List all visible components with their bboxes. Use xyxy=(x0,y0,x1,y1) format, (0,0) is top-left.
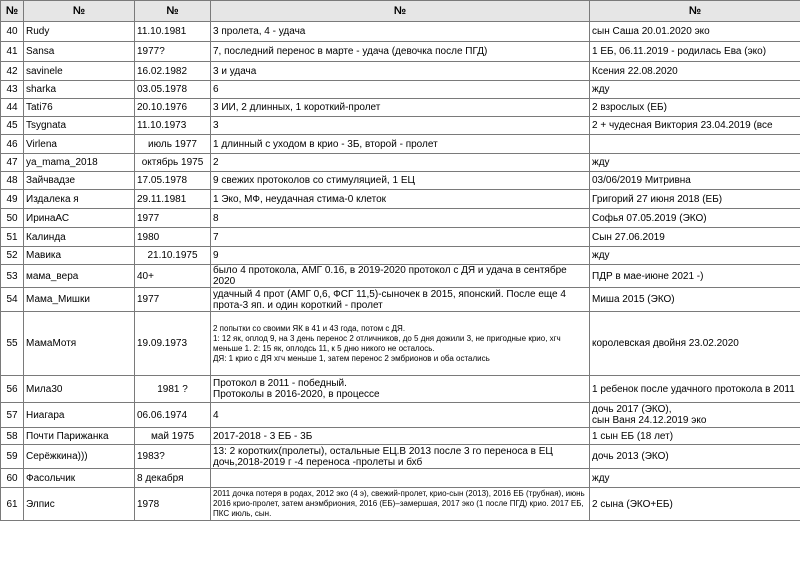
row-result: 2 + чудесная Виктория 23.04.2019 (все xyxy=(590,117,800,135)
row-nickname: Почти Парижанка xyxy=(24,428,135,445)
row-birth: 11.10.1981 xyxy=(135,22,211,42)
row-number: 51 xyxy=(1,228,24,247)
row-number: 58 xyxy=(1,428,24,445)
row-result: Миша 2015 (ЭКО) xyxy=(590,288,800,312)
row-history: удачный 4 прот (АМГ 0,6, ФСГ 11,5)-сыночек в 2015, японский. После еще 4 прота-3 яп. и один короткий - пролет xyxy=(211,288,590,312)
row-number: 44 xyxy=(1,99,24,117)
row-nickname: Фасольчик xyxy=(24,469,135,488)
row-nickname: Мавика xyxy=(24,247,135,265)
row-birth: июль 1977 xyxy=(135,135,211,154)
row-birth: 8 декабря xyxy=(135,469,211,488)
row-nickname: ИринаАС xyxy=(24,209,135,228)
row-nickname: savinele xyxy=(24,62,135,81)
row-number: 41 xyxy=(1,42,24,62)
table-row xyxy=(1,445,800,469)
row-history: 4 xyxy=(211,403,590,428)
table-row xyxy=(1,62,800,81)
row-number: 46 xyxy=(1,135,24,154)
row-nickname: Ниагара xyxy=(24,403,135,428)
table-row xyxy=(1,42,800,62)
header-birth: № xyxy=(135,1,211,22)
row-result: Софья 07.05.2019 (ЭКО) xyxy=(590,209,800,228)
row-history: 2017-2018 - 3 ЕБ - 3Б xyxy=(211,428,590,445)
row-history: 3 xyxy=(211,117,590,135)
row-result: жду xyxy=(590,81,800,99)
row-birth: 1980 xyxy=(135,228,211,247)
row-birth: 20.10.1976 xyxy=(135,99,211,117)
row-result: Григорий 27 июня 2018 (ЕБ) xyxy=(590,190,800,209)
row-nickname: Зайчвадзе xyxy=(24,172,135,190)
table-row xyxy=(1,172,800,190)
row-birth: 1978 xyxy=(135,488,211,521)
row-history: 8 xyxy=(211,209,590,228)
row-result: дочь 2017 (ЭКО), сын Ваня 24.12.2019 эко xyxy=(590,403,800,428)
row-birth: 1977? xyxy=(135,42,211,62)
row-history: 2 xyxy=(211,154,590,172)
row-number: 45 xyxy=(1,117,24,135)
table-row xyxy=(1,117,800,135)
row-result: Сын 27.06.2019 xyxy=(590,228,800,247)
row-result: жду xyxy=(590,247,800,265)
row-number: 53 xyxy=(1,265,24,288)
row-birth: октябрь 1975 xyxy=(135,154,211,172)
table-row xyxy=(1,99,800,117)
table-row xyxy=(1,403,800,428)
table-row xyxy=(1,288,800,312)
row-history: 9 xyxy=(211,247,590,265)
row-nickname: Мила30 xyxy=(24,376,135,403)
row-nickname: sharka xyxy=(24,81,135,99)
row-number: 50 xyxy=(1,209,24,228)
row-number: 54 xyxy=(1,288,24,312)
row-history: 13: 2 коротких(пролеты), остальные ЕЦ.В 2013 после 3 го переноса в ЕЦ дочь,2018-2019 г -4 переноса -пролеты и бхб xyxy=(211,445,590,469)
row-nickname: ya_mama_2018 xyxy=(24,154,135,172)
table-row xyxy=(1,209,800,228)
row-birth: 21.10.1975 xyxy=(135,247,211,265)
row-history: 3 ИИ, 2 длинных, 1 короткий-пролет xyxy=(211,99,590,117)
table-row xyxy=(1,488,800,521)
row-birth: 11.10.1973 xyxy=(135,117,211,135)
row-birth: 1983? xyxy=(135,445,211,469)
row-birth: 40+ xyxy=(135,265,211,288)
row-history: было 4 протокола, АМГ 0.16, в 2019-2020 протокол с ДЯ и удача в сентябре 2020 xyxy=(211,265,590,288)
row-result: 1 сын ЕБ (18 лет) xyxy=(590,428,800,445)
row-number: 52 xyxy=(1,247,24,265)
row-nickname: Серёжкина))) xyxy=(24,445,135,469)
row-result: сын Саша 20.01.2020 эко xyxy=(590,22,800,42)
row-birth: 06.06.1974 xyxy=(135,403,211,428)
row-number: 59 xyxy=(1,445,24,469)
row-nickname: мама_вера xyxy=(24,265,135,288)
row-result: 2 взрослых (ЕБ) xyxy=(590,99,800,117)
row-result: 1 ЕБ, 06.11.2019 - родилась Ева (эко) xyxy=(590,42,800,62)
row-number: 48 xyxy=(1,172,24,190)
row-result: Ксения 22.08.2020 xyxy=(590,62,800,81)
row-nickname: Tsygnata xyxy=(24,117,135,135)
row-birth: 1977 xyxy=(135,288,211,312)
row-nickname: Издалека я xyxy=(24,190,135,209)
row-number: 55 xyxy=(1,312,24,376)
row-birth: 1977 xyxy=(135,209,211,228)
row-result: 03/06/2019 Митривна xyxy=(590,172,800,190)
row-nickname: Rudy xyxy=(24,22,135,42)
row-nickname: Калинда xyxy=(24,228,135,247)
table-row xyxy=(1,312,800,376)
row-history: Протокол в 2011 - победный. Протоколы в 2016-2020, в процессе xyxy=(211,376,590,403)
row-history: 2011 дочка потеря в родах, 2012 эко (4 э), свежий-пролет, крио-сын (2013), 2016 ЕБ (трубная), июнь 2016 крио-пролет, затем анэмбриония, 2016 (ЕБ)–замершая, 2017 эко (1 после ПГД) крио. 2017 ЕБ, ПКС июль, сын. xyxy=(211,488,590,521)
row-history: 2 попытки со своими ЯК в 41 и 43 года, потом с ДЯ. 1: 12 як, оплод 9, на 3 день перенос 2 отличников, до 5 дня дожили 3, не пригодные крио, хгч меньше 1. 2: 15 як, оплодсь 11, к 5 дню никого не осталось. ДЯ: 1 крио с ДЯ хгч меньше 1, затем перенос 2 эмбрионов и оба остались xyxy=(211,312,590,376)
row-nickname: Tati76 xyxy=(24,99,135,117)
row-history xyxy=(211,469,590,488)
row-result: королевская двойня 23.02.2020 xyxy=(590,312,800,376)
row-nickname: МамаМотя xyxy=(24,312,135,376)
row-birth: май 1975 xyxy=(135,428,211,445)
table-row xyxy=(1,135,800,154)
row-result: жду xyxy=(590,469,800,488)
row-result xyxy=(590,135,800,154)
header-result: № xyxy=(590,1,800,22)
row-number: 42 xyxy=(1,62,24,81)
row-result: 1 ребенок после удачного протокола в 2011 xyxy=(590,376,800,403)
header-number: № xyxy=(1,1,24,22)
row-history: 7, последний перенос в марте - удача (девочка после ПГД) xyxy=(211,42,590,62)
row-number: 49 xyxy=(1,190,24,209)
row-history: 3 пролета, 4 - удача xyxy=(211,22,590,42)
table-row xyxy=(1,81,800,99)
table-row xyxy=(1,265,800,288)
row-number: 60 xyxy=(1,469,24,488)
row-number: 56 xyxy=(1,376,24,403)
table-body xyxy=(1,22,800,521)
row-history: 6 xyxy=(211,81,590,99)
row-nickname: Мама_Мишки xyxy=(24,288,135,312)
row-history: 7 xyxy=(211,228,590,247)
row-number: 47 xyxy=(1,154,24,172)
table-row xyxy=(1,376,800,403)
row-result: дочь 2013 (ЭКО) xyxy=(590,445,800,469)
row-history: 1 длинный с уходом в крио - 3Б, второй - пролет xyxy=(211,135,590,154)
row-birth: 19.09.1973 xyxy=(135,312,211,376)
row-birth: 17.05.1978 xyxy=(135,172,211,190)
row-nickname: Sansa xyxy=(24,42,135,62)
table-row xyxy=(1,154,800,172)
row-history: 3 и удача xyxy=(211,62,590,81)
header-row xyxy=(1,1,800,22)
row-number: 40 xyxy=(1,22,24,42)
row-nickname: Virlena xyxy=(24,135,135,154)
table-row xyxy=(1,190,800,209)
row-birth: 29.11.1981 xyxy=(135,190,211,209)
row-result: ПДР в мае-июне 2021 -) xyxy=(590,265,800,288)
row-history: 1 Эко, МФ, неудачная стима-0 клеток xyxy=(211,190,590,209)
row-birth: 03.05.1978 xyxy=(135,81,211,99)
row-number: 57 xyxy=(1,403,24,428)
row-number: 61 xyxy=(1,488,24,521)
table-row xyxy=(1,228,800,247)
header-history: № xyxy=(211,1,590,22)
table-row xyxy=(1,22,800,42)
table-row xyxy=(1,469,800,488)
table-row xyxy=(1,247,800,265)
row-nickname: Элпис xyxy=(24,488,135,521)
row-birth: 16.02.1982 xyxy=(135,62,211,81)
header-nickname: № xyxy=(24,1,135,22)
row-birth: 1981 ? xyxy=(135,376,211,403)
row-history: 9 свежих протоколов со стимуляцией, 1 ЕЦ xyxy=(211,172,590,190)
row-number: 43 xyxy=(1,81,24,99)
row-result: 2 сына (ЭКО+ЕБ) xyxy=(590,488,800,521)
table-row xyxy=(1,428,800,445)
row-result: жду xyxy=(590,154,800,172)
